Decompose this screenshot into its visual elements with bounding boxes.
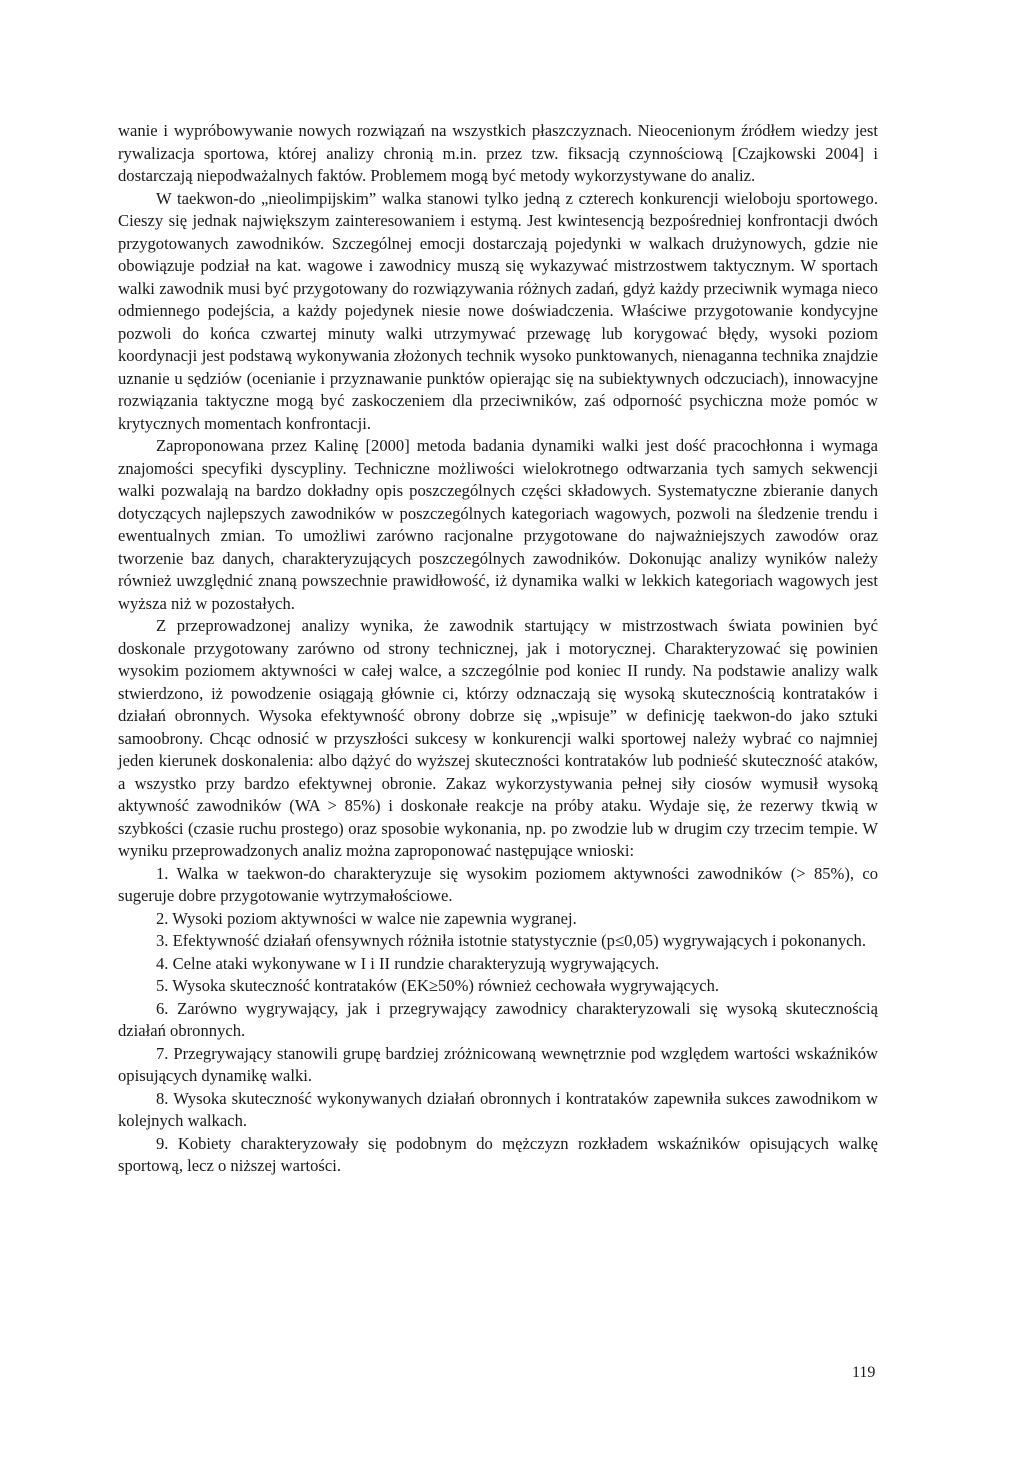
conclusion-item: 8. Wysoka skuteczność wykonywanych działań obronnych i kontrataków zapewniła sukces zawodnikom w kolejnych walkach. xyxy=(118,1088,878,1130)
conclusion-item: 3. Efektywność działań ofensywnych różniła istotnie statystycznie (p≤0,05) wygrywających i pokonanych. xyxy=(156,931,866,950)
page-body xyxy=(118,120,878,1178)
conclusion-item: 5. Wysoka skuteczność kontrataków (EK≥50%) również cechowała wygrywających. xyxy=(156,976,720,995)
paragraph-kalina-method: Zaproponowana przez Kalinę [2000] metoda badania dynamiki walki jest dość pracochłonna i wymaga znajomości specyfiki dyscypliny. Techniczne możliwości wielokrotnego odtwarzania tych samych sekwencji walki pozwalają na bardzo dokładny opis poszczególnych części składowych. Systematyczne zbieranie danych dotyczących najlepszych zawodników w poszczególnych kategoriach wagowych, pozwoli na śledzenie trendu i ewentualnych zmian. To umożliwi zarówno racjonalne przygotowane do najważniejszych zawodów oraz tworzenie baz danych, charakteryzujących poszczególnych zawodników. Dokonując analizy wyników należy również uwzględnić znaną powszechnie prawidłowość, iż dynamika walki w lekkich kategoriach wagowych jest wyższa niż w pozostałych. xyxy=(118,436,878,613)
conclusion-item: 9. Kobiety charakteryzowały się podobnym do mężczyzn rozkładem wskaźników opisujących walkę sportową, lecz o niższej wartości. xyxy=(118,1133,878,1175)
paragraph-continuation: wanie i wypróbowywanie nowych rozwiązań na wszystkich płaszczyznach. Nieocenionym źródłem wiedzy jest rywalizacja sportowa, której analizy chronią m.in. przez tzw. fiksacją czynnościową [Czajkowski 2004] i dostarczają niepodważalnych faktów. Problemem mogą być metody wykorzystywane do analiz. xyxy=(118,121,878,185)
conclusions-list xyxy=(118,863,878,1178)
conclusion-item: 6. Zarówno wygrywający, jak i przegrywający zawodnicy charakteryzowali się wysoką skutecznością działań obronnych. xyxy=(118,998,878,1040)
conclusion-item: 1. Walka w taekwon-do charakteryzuje się wysokim poziomem aktywności zawodników (> 85%), co sugeruje dobre przygotowanie wytrzymałościowe. xyxy=(118,863,878,905)
paragraph-taekwondo-fight: W taekwon-do „nieolimpijskim” walka stanowi tylko jedną z czterech konkurencji wieloboju sportowego. Cieszy się jednak największym zainteresowaniem i estymą. Jest kwintesencją bezpośredniej konfrontacji dwóch przygotowanych zawodników. Szczególnej emocji dostarczają pojedynki w walkach drużynowych, gdzie nie obowiązuje podział na kat. wagowe i zawodnicy muszą się wykazywać mistrzostwem taktycznym. W sportach walki zawodnik musi być przygotowany do rozwiązywania różnych zadań, gdyż każdy przeciwnik wymaga nieco odmiennego podejścia, a każdy pojedynek niesie nowe doświadczenia. Właściwe przygotowanie kondycyjne pozwoli do końca czwartej minuty walki utrzymywać przewagę lub korygować błędy, wysoki poziom koordynacji jest podstawą wykonywania złożonych technik wysoko punktowanych, nienaganna technika znajdzie uznanie u sędziów (ocenianie i przyznawanie punktów opierając się na subiektywnych odczuciach), innowacyjne rozwiązania taktyczne mogą być zaskoczeniem dla przeciwników, zaś odporność psychiczna może pomóc w krytycznych momentach konfrontacji. xyxy=(118,188,878,433)
conclusion-item: 4. Celne ataki wykonywane w I i II rundzie charakteryzują wygrywających. xyxy=(156,953,660,973)
conclusion-item: 7. Przegrywający stanowili grupę bardziej zróżnicowaną wewnętrznie pod względem wartości wskaźników opisujących dynamikę walki. xyxy=(118,1043,878,1085)
conclusion-item: 2. Wysoki poziom aktywności w walce nie zapewnia wygranej. xyxy=(156,908,577,928)
page-number: 119 xyxy=(852,1364,876,1381)
paragraph-analysis-results: Z przeprowadzonej analizy wynika, że zawodnik startujący w mistrzostwach świata powinien być doskonale przygotowany zarówno od strony technicznej, jak i motorycznej. Charakteryzować się powinien wysokim poziomem aktywności w całej walce, a szczególnie pod koniec II rundy. Na podstawie analizy walk stwierdzono, iż powodzenie osiągają głównie ci, którzy odznaczają się wysoką skutecznością kontrataków i działań obronnych. Wysoka efektywność obrony dobrze się „wpisuje” w definicję taekwon-do jako sztuki samoobrony. Chcąc odnosić w przyszłości sukcesy w konkurencji walki sportowej należy wybrać co najmniej jeden kierunek doskonalenia: albo dążyć do wyższej skuteczności kontrataków lub podnieść skuteczność ataków, a wszystko przy bardzo efektywnej obronie. Zakaz wykorzystywania pełnej siły ciosów wymusił wysoką aktywność zawodników (WA > 85%) i doskonałe reakcje na próby ataku. Wydaje się, że rezerwy tkwią w szybkości (czasie ruchu prostego) oraz sposobie wykonania, np. po zwodzie lub w drugim czy trzecim tempie. W wyniku przeprowadzonych analiz można zaproponować następujące wnioski: xyxy=(118,616,878,860)
